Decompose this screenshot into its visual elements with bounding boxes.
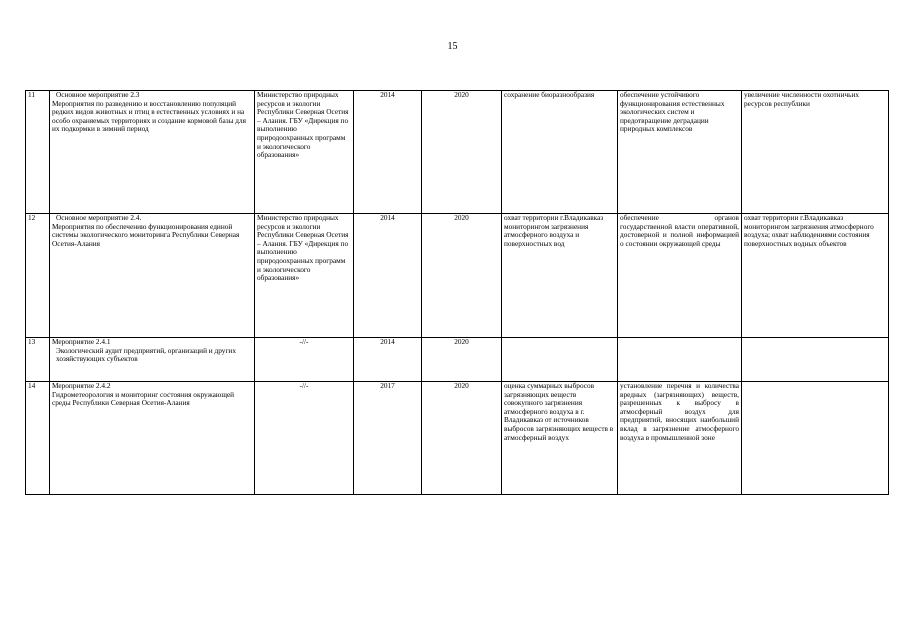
end-year-cell: 2020 <box>422 91 502 214</box>
row-number: 12 <box>26 214 50 338</box>
row-number: 14 <box>26 382 50 495</box>
measure-title: Мероприятие 2.4.2 <box>52 381 111 390</box>
consequence-cell: установление перечня и количества вредных (загрязняющих) веществ, разрешенных к выбросу в атмосферный воздух для предприятий, вносящих наибольший вклад в загрязнение атмосферного воздуха в промышленной зоне <box>618 382 742 495</box>
row-number: 13 <box>26 338 50 382</box>
measure-title: Основное мероприятие 2.3 <box>56 90 140 99</box>
row-number: 11 <box>26 91 50 214</box>
consequence-cell <box>618 338 742 382</box>
executor-cell: -//- <box>255 338 354 382</box>
measure-cell <box>50 214 255 338</box>
start-year-cell: 2017 <box>354 382 422 495</box>
consequence-cell: обеспечение органов государственной власти оперативной, достоверной и полной информацией о состоянии окружающей среды <box>618 214 742 338</box>
measure-description: Мероприятия по разведению и восстановлению популяций редких видов животных и птиц в естественных условиях и на особо охраняемых территориях и создание кормовой базы для их подкормки в зимний период <box>52 98 247 134</box>
table-row-14 <box>26 382 889 495</box>
executor-cell: Министерство природных ресурсов и экологии Республики Северная Осетия – Алания. ГБУ «Дирекция по выполнению природоохранных программ и экологического образования» <box>255 91 354 214</box>
result-cell: охват территории г.Владикавказ мониторингом загрязнения атмосферного воздуха и поверхностных вод <box>502 214 618 338</box>
end-year-cell: 2020 <box>422 382 502 495</box>
result-cell: оценка суммарных выбросов загрязняющих веществ совокупного загрязнения атмосферного воздуха в г. Владикавказ от источников выбросов загрязняющих веществ в атмосферный воздух <box>502 382 618 495</box>
indicator-cell: охват территории г.Владикавказ мониторингом загрязнения атмосферного воздуха; охват наблюдениями состояния поверхностных водных объектов <box>742 214 889 338</box>
table-row-12 <box>26 214 889 338</box>
result-cell <box>502 338 618 382</box>
measure-cell <box>50 382 255 495</box>
start-year-cell: 2014 <box>354 338 422 382</box>
measure-title: Мероприятие 2.4.1 <box>52 337 111 346</box>
table-row-11 <box>26 91 889 214</box>
measure-cell <box>50 91 255 214</box>
measure-title: Основное мероприятие 2.4. <box>56 213 142 222</box>
measure-description: Мероприятия по обеспечению функционирования единой системы экологического мониторинга Республики Северная Осетия-Алания <box>52 221 240 248</box>
start-year-cell: 2014 <box>354 91 422 214</box>
end-year-cell: 2020 <box>422 214 502 338</box>
measure-cell <box>50 338 255 382</box>
start-year-cell: 2014 <box>354 214 422 338</box>
result-cell: сохранение биоразнообразия <box>502 91 618 214</box>
measure-description: Гидрометеорология и мониторинг состояния окружающей среды Республики Северная Осетия-Алания <box>52 389 235 408</box>
executor-cell: -//- <box>255 382 354 495</box>
indicator-cell <box>742 338 889 382</box>
page-number: 15 <box>447 41 458 52</box>
measure-description: Экологический аудит предприятий, организаций и других хозяйствующих субъектов <box>56 345 236 364</box>
indicator-cell <box>742 382 889 495</box>
program-measures-table <box>25 90 889 495</box>
indicator-cell: увеличение численности охотничьих ресурсов республики <box>742 91 889 214</box>
executor-cell: Министерство природных ресурсов и экологии Республики Северная Осетия – Алания. ГБУ «Дирекция по выполнению природоохранных программ и экологического образования» <box>255 214 354 338</box>
end-year-cell: 2020 <box>422 338 502 382</box>
consequence-cell: обеспечение устойчивого функционирования естественных экологических систем и предотвращение деградации природных комплексов <box>618 91 742 214</box>
table-row-13 <box>26 338 889 382</box>
